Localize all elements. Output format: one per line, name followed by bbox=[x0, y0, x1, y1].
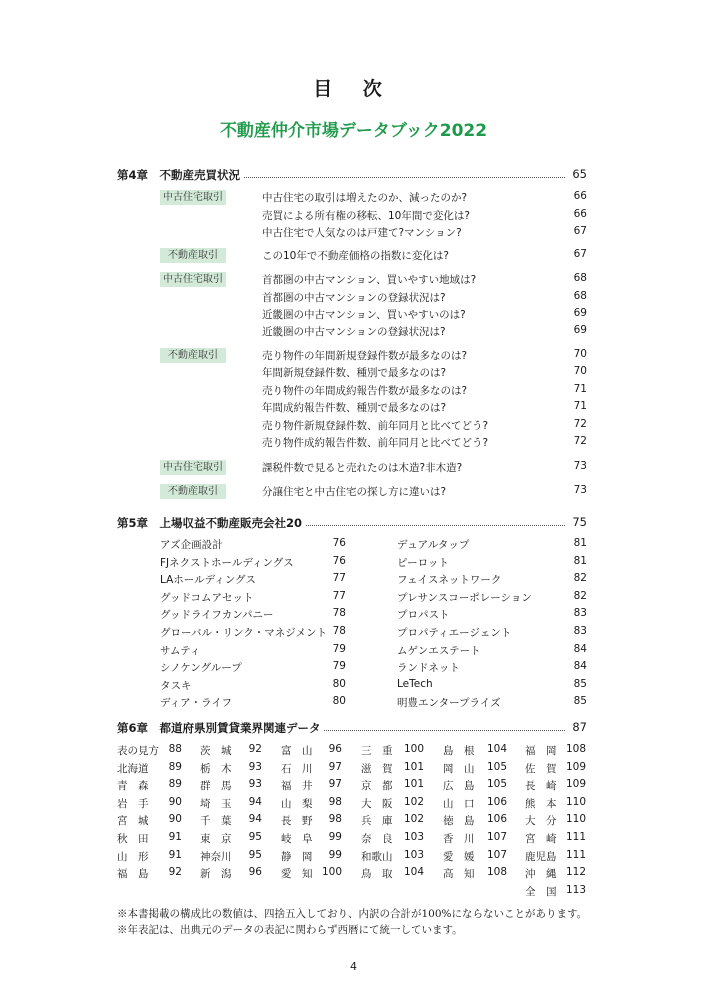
prefecture-entry[interactable]: 長 野 bbox=[281, 815, 313, 828]
prefecture-entry[interactable]: 栃 木 bbox=[200, 762, 232, 775]
prefecture-entry[interactable]: 奈 良 bbox=[361, 833, 393, 845]
prefecture-entry[interactable]: 神奈川 bbox=[200, 850, 232, 863]
company-entry[interactable]: LAホールディングス bbox=[160, 574, 256, 587]
prefecture-entry[interactable]: 千 葉 bbox=[200, 815, 232, 828]
company-page: 76 bbox=[332, 554, 346, 567]
prefecture-entry[interactable]: 鹿児島 bbox=[525, 850, 557, 863]
prefecture-page: 113 bbox=[565, 883, 586, 896]
prefecture-page: 102 bbox=[403, 813, 424, 826]
note-year-format: ※年表記は、出典元のデータの表記に関わらず西暦にて統一しています。 bbox=[117, 924, 463, 936]
toc-entry[interactable]: 近畿圏の中古マンション、買いやすいのは? bbox=[262, 309, 466, 321]
chapter-6-heading[interactable] bbox=[117, 720, 587, 736]
toc-entry-page: 66 bbox=[573, 190, 587, 202]
chapter-5-heading[interactable] bbox=[117, 515, 587, 531]
company-entry[interactable]: 明豊エンタープライズ bbox=[397, 697, 501, 710]
prefecture-entry[interactable]: 三 重 bbox=[361, 745, 393, 757]
company-entry[interactable]: シノケングループ bbox=[160, 662, 242, 675]
prefecture-entry[interactable]: 愛 知 bbox=[281, 868, 313, 881]
prefecture-entry[interactable]: 石 川 bbox=[281, 762, 313, 775]
toc-entry-page: 72 bbox=[573, 418, 587, 430]
company-entry[interactable]: プロパティエージェント bbox=[397, 627, 512, 639]
prefecture-page: 90 bbox=[168, 795, 182, 808]
prefecture-page: 104 bbox=[403, 866, 424, 879]
prefecture-page: 102 bbox=[403, 795, 424, 808]
toc-entry[interactable]: 分譲住宅と中古住宅の探し方に違いは? bbox=[262, 486, 447, 498]
prefecture-entry[interactable]: 群 馬 bbox=[200, 780, 232, 793]
prefecture-page: 107 bbox=[486, 848, 507, 861]
note-rounding: ※本書掲載の構成比の数値は、四捨五入しており、内訳の合計が100%にならないことがあります。 bbox=[117, 908, 588, 920]
company-page: 82 bbox=[573, 572, 587, 585]
prefecture-page: 105 bbox=[486, 778, 507, 791]
prefecture-entry[interactable]: 鳥 取 bbox=[361, 868, 393, 881]
prefecture-page: 112 bbox=[565, 866, 586, 879]
toc-entry[interactable]: 近畿圏の中古マンションの登録状況は? bbox=[262, 326, 446, 338]
company-page: 79 bbox=[332, 642, 346, 655]
prefecture-entry[interactable]: 大 阪 bbox=[361, 797, 393, 810]
company-entry[interactable]: ピーロット bbox=[397, 556, 449, 569]
prefecture-page: 100 bbox=[403, 743, 424, 755]
category-tag: 不動産取引 bbox=[160, 248, 226, 263]
prefecture-page: 111 bbox=[565, 831, 586, 843]
company-entry[interactable]: ディア・ライフ bbox=[160, 697, 233, 710]
prefecture-page: 88 bbox=[168, 743, 182, 755]
prefecture-entry[interactable]: 山 梨 bbox=[281, 797, 313, 810]
prefecture-page: 108 bbox=[565, 743, 586, 755]
toc-entry-page: 73 bbox=[573, 484, 587, 496]
prefecture-entry[interactable]: 富 山 bbox=[281, 745, 313, 757]
company-page: 80 bbox=[332, 695, 346, 708]
prefecture-entry[interactable]: 宮 崎 bbox=[525, 833, 557, 845]
prefecture-page: 109 bbox=[565, 760, 586, 773]
toc-entry[interactable]: 売り物件新規登録件数、前年同月と比べてどう? bbox=[262, 420, 489, 432]
company-entry[interactable]: デュアルタップ bbox=[397, 539, 470, 551]
prefecture-page: 105 bbox=[486, 760, 507, 773]
company-page: 81 bbox=[573, 537, 587, 549]
toc-entry-page: 70 bbox=[573, 348, 587, 360]
page-number: 4 bbox=[350, 960, 357, 973]
chapter-label: 第5章 上場収益不動産販売会社20 bbox=[117, 515, 305, 531]
prefecture-entry[interactable]: 岐 阜 bbox=[281, 833, 313, 845]
prefecture-page: 110 bbox=[565, 813, 586, 826]
toc-entry-page: 71 bbox=[573, 383, 587, 395]
company-entry[interactable]: プロパスト bbox=[397, 609, 450, 622]
company-entry[interactable]: プレサンスコーポレーション bbox=[397, 591, 532, 604]
company-entry[interactable]: グローバル・リンク・マネジメント bbox=[160, 627, 327, 639]
prefecture-page: 90 bbox=[168, 813, 182, 826]
prefecture-page: 101 bbox=[403, 760, 424, 773]
prefecture-page: 93 bbox=[248, 760, 262, 773]
prefecture-page: 103 bbox=[403, 848, 424, 861]
company-page: 79 bbox=[332, 660, 346, 673]
prefecture-entry[interactable]: 長 崎 bbox=[525, 780, 557, 793]
company-page: 76 bbox=[332, 537, 346, 549]
prefecture-page: 92 bbox=[168, 866, 182, 879]
prefecture-page: 98 bbox=[328, 795, 342, 808]
prefecture-entry[interactable]: 佐 賀 bbox=[525, 762, 557, 775]
category-tag: 中古住宅取引 bbox=[160, 460, 226, 475]
prefecture-entry[interactable]: 福 井 bbox=[281, 780, 313, 793]
company-entry[interactable]: タスキ bbox=[160, 679, 192, 692]
chapter-page: 65 bbox=[568, 167, 587, 181]
company-entry[interactable]: グッドコムアセット bbox=[160, 591, 254, 604]
toc-entry[interactable]: 中古住宅の取引は増えたのか、減ったのか? bbox=[262, 192, 468, 204]
category-tag: 不動産取引 bbox=[160, 348, 226, 363]
company-page: 81 bbox=[573, 554, 587, 567]
company-page: 77 bbox=[332, 589, 346, 602]
prefecture-entry[interactable]: 山 口 bbox=[443, 797, 475, 810]
prefecture-page: 108 bbox=[486, 866, 507, 879]
toc-entry[interactable]: 首都圏の中古マンションの登録状況は? bbox=[262, 292, 446, 304]
prefecture-entry[interactable]: 大 分 bbox=[525, 815, 557, 828]
prefecture-page: 94 bbox=[248, 813, 262, 826]
toc-entry-page: 71 bbox=[573, 400, 587, 412]
prefecture-entry[interactable]: 島 根 bbox=[443, 745, 475, 757]
toc-entry[interactable]: 課税件数で見ると売れたのは木造?非木造? bbox=[262, 462, 463, 474]
prefecture-page: 94 bbox=[248, 795, 262, 808]
prefecture-page: 97 bbox=[328, 778, 342, 791]
toc-entry[interactable]: 売り物件の年間成約報告件数が最多なのは? bbox=[262, 385, 468, 397]
company-page: 82 bbox=[573, 589, 587, 602]
toc-entry-page: 68 bbox=[573, 290, 587, 302]
prefecture-entry[interactable]: 青 森 bbox=[117, 780, 149, 793]
prefecture-page: 96 bbox=[328, 743, 342, 755]
prefecture-entry[interactable]: 徳 島 bbox=[443, 815, 475, 828]
company-page: 80 bbox=[332, 677, 346, 690]
prefecture-entry[interactable]: 高 知 bbox=[443, 868, 475, 881]
prefecture-page: 99 bbox=[328, 848, 342, 861]
prefecture-page: 98 bbox=[328, 813, 342, 826]
prefecture-entry[interactable]: 静 岡 bbox=[281, 850, 313, 863]
company-page: 83 bbox=[573, 607, 587, 620]
prefecture-entry[interactable]: 兵 庫 bbox=[361, 815, 393, 828]
company-page: 83 bbox=[573, 625, 587, 637]
toc-entry[interactable]: 売買による所有権の移転、10年間で変化は? bbox=[262, 210, 470, 222]
prefecture-page: 93 bbox=[248, 778, 262, 791]
category-tag: 不動産取引 bbox=[160, 484, 226, 499]
prefecture-page: 110 bbox=[565, 795, 586, 808]
prefecture-entry[interactable]: 北海道 bbox=[117, 762, 149, 775]
prefecture-page: 100 bbox=[321, 866, 342, 879]
prefecture-page: 103 bbox=[403, 831, 424, 843]
prefecture-page: 92 bbox=[248, 743, 262, 755]
prefecture-page: 101 bbox=[403, 778, 424, 791]
toc-entry-page: 66 bbox=[573, 208, 587, 220]
prefecture-page: 89 bbox=[168, 760, 182, 773]
prefecture-page: 111 bbox=[565, 848, 586, 861]
company-entry[interactable]: ムゲンエステート bbox=[397, 644, 481, 657]
prefecture-entry[interactable]: 新 潟 bbox=[200, 868, 232, 881]
prefecture-page: 99 bbox=[328, 831, 342, 843]
page-title: 目 次 bbox=[313, 78, 394, 100]
prefecture-entry[interactable]: 埼 玉 bbox=[200, 797, 232, 810]
toc-entry-page: 69 bbox=[573, 307, 587, 319]
chapter-page: 87 bbox=[568, 720, 587, 734]
company-entry[interactable]: サムティ bbox=[160, 644, 201, 657]
company-page: 84 bbox=[573, 660, 587, 673]
prefecture-entry[interactable]: 岡 山 bbox=[443, 762, 475, 775]
prefecture-page: 89 bbox=[168, 778, 182, 791]
prefecture-entry[interactable]: 宮 城 bbox=[117, 815, 149, 828]
prefecture-entry[interactable]: 熊 本 bbox=[525, 797, 557, 810]
category-tag: 中古住宅取引 bbox=[160, 190, 226, 205]
prefecture-entry[interactable]: 香 川 bbox=[443, 833, 475, 845]
prefecture-entry[interactable]: 山 形 bbox=[117, 850, 149, 863]
prefecture-page: 91 bbox=[168, 831, 182, 843]
prefecture-entry[interactable]: 秋 田 bbox=[117, 833, 149, 845]
prefecture-page: 107 bbox=[486, 831, 507, 843]
toc-entry[interactable]: 売り物件成約報告件数、前年同月と比べてどう? bbox=[262, 437, 489, 449]
prefecture-entry[interactable]: 東 京 bbox=[200, 833, 232, 845]
chapter-label: 第6章 都道府県別賃貸業界関連データ bbox=[117, 720, 324, 736]
prefecture-page: 95 bbox=[248, 831, 262, 843]
prefecture-entry[interactable]: 茨 城 bbox=[200, 745, 232, 757]
chapter-page: 75 bbox=[568, 515, 587, 529]
prefecture-page: 95 bbox=[248, 848, 262, 861]
company-page: 84 bbox=[573, 642, 587, 655]
company-page: 85 bbox=[573, 695, 587, 708]
toc-entry-page: 69 bbox=[573, 324, 587, 336]
toc-entry[interactable]: 首都圏の中古マンション、買いやすい地域は? bbox=[262, 274, 477, 286]
company-page: 78 bbox=[332, 625, 346, 637]
company-entry[interactable]: FJネクストホールディングス bbox=[160, 556, 294, 569]
chapter-4-heading[interactable] bbox=[117, 167, 587, 183]
company-entry[interactable]: ランドネット bbox=[397, 662, 460, 675]
toc-entry[interactable]: 年間新規登録件数、種別で最多なのは? bbox=[262, 367, 447, 379]
company-page: 85 bbox=[573, 677, 587, 690]
company-entry[interactable]: アズ企画設計 bbox=[160, 539, 223, 551]
toc-entry-page: 70 bbox=[573, 365, 587, 377]
prefecture-page: 91 bbox=[168, 848, 182, 861]
prefecture-entry[interactable]: 沖 縄 bbox=[525, 868, 557, 881]
category-tag: 中古住宅取引 bbox=[160, 272, 226, 287]
prefecture-page: 109 bbox=[565, 778, 586, 791]
prefecture-entry[interactable]: 福 岡 bbox=[525, 745, 557, 757]
company-page: 78 bbox=[332, 607, 346, 620]
toc-entry[interactable]: 売り物件の年間新規登録件数が最多なのは? bbox=[262, 350, 468, 362]
prefecture-page: 104 bbox=[486, 743, 507, 755]
toc-entry-page: 73 bbox=[573, 460, 587, 472]
prefecture-entry[interactable]: 滋 賀 bbox=[361, 762, 393, 775]
company-page: 77 bbox=[332, 572, 346, 585]
prefecture-entry[interactable]: 愛 媛 bbox=[443, 850, 475, 863]
prefecture-entry[interactable]: 広 島 bbox=[443, 780, 475, 793]
prefecture-entry[interactable]: 表の見方 bbox=[117, 745, 159, 757]
toc-entry-page: 67 bbox=[573, 248, 587, 260]
prefecture-page: 97 bbox=[328, 760, 342, 773]
prefecture-entry[interactable]: 岩 手 bbox=[117, 797, 149, 810]
toc-entry[interactable]: 中古住宅で人気なのは戸建て?マンション? bbox=[262, 227, 462, 239]
company-entry[interactable]: LeTech bbox=[397, 677, 433, 690]
company-entry[interactable]: フェイスネットワーク bbox=[397, 574, 502, 587]
prefecture-entry[interactable]: 福 島 bbox=[117, 868, 149, 881]
book-title: 不動産仲介市場データブック2022 bbox=[219, 121, 488, 141]
prefecture-entry[interactable]: 和歌山 bbox=[361, 850, 393, 863]
prefecture-page: 106 bbox=[486, 795, 507, 808]
company-entry[interactable]: グッドライフカンパニー bbox=[160, 609, 274, 622]
toc-entry[interactable]: 年間成約報告件数、種別で最多なのは? bbox=[262, 402, 447, 414]
prefecture-page: 106 bbox=[486, 813, 507, 826]
prefecture-page: 96 bbox=[248, 866, 262, 879]
toc-entry-page: 67 bbox=[573, 225, 587, 237]
toc-entry-page: 72 bbox=[573, 435, 587, 447]
toc-entry[interactable]: この10年で不動産価格の指数に変化は? bbox=[262, 250, 449, 262]
prefecture-entry[interactable]: 全 国 bbox=[525, 885, 557, 898]
prefecture-entry[interactable]: 京 都 bbox=[361, 780, 393, 793]
toc-entry-page: 68 bbox=[573, 272, 587, 284]
chapter-label: 第4章 不動産売買状況 bbox=[117, 167, 243, 183]
